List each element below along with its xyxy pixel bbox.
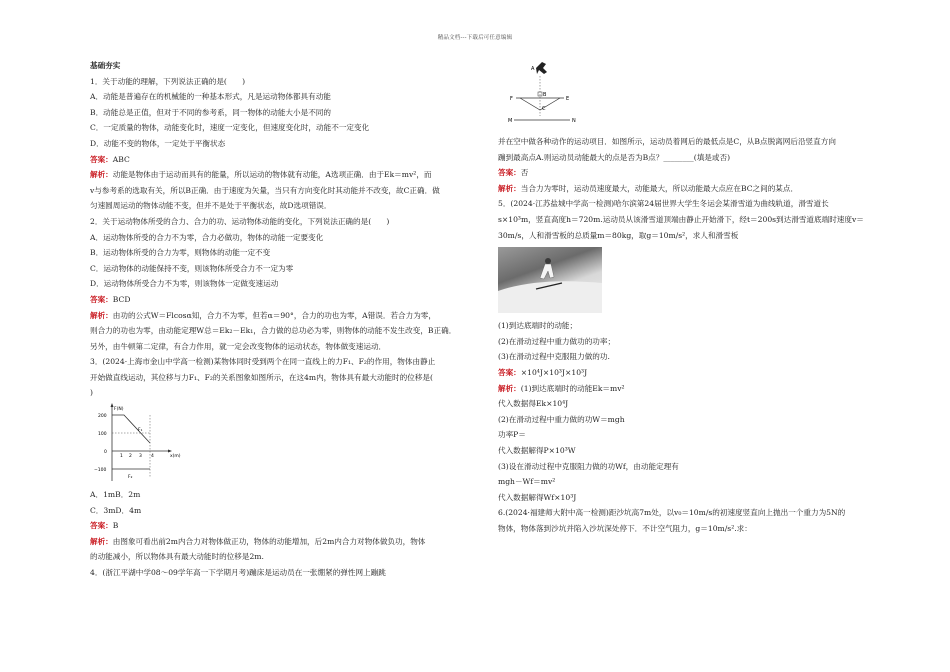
q5-stem-2: s×10³m，竖直高度h＝720m.运动员从该滑雪道顶端由静止开始滑下，经t＝200s到达滑雪道底端时速度v＝ bbox=[498, 214, 864, 224]
label-b: B bbox=[543, 92, 547, 98]
q1-option-a: A．动能是普遍存在的机械能的一种基本形式，凡是运动物体都具有动能 bbox=[90, 92, 331, 102]
force-displacement-graph bbox=[90, 401, 470, 487]
q5-sub-3: (3)在滑动过程中克服阻力做的功. bbox=[498, 352, 610, 362]
q2-option-c: C．运动物体的动能保持不变，则该物体所受合力不一定为零 bbox=[90, 263, 294, 273]
label-c: C bbox=[542, 106, 546, 112]
q3-options-ab: A．1mB．2m bbox=[90, 490, 141, 500]
section-title: 基础夯实 bbox=[90, 61, 121, 70]
q5-analysis-7: mgh－Wf＝mv² bbox=[498, 477, 556, 487]
q5-analysis-4: 功率P＝ bbox=[498, 430, 526, 440]
page-header: 精品文档---下载后可任意编辑 bbox=[437, 35, 513, 41]
q1-answer: 答案：ABC bbox=[90, 154, 130, 164]
force-graph-svg bbox=[90, 401, 210, 487]
label-n: N bbox=[572, 118, 576, 124]
f1-label: F₁ bbox=[138, 428, 143, 434]
q1-stem: 1．关于动能的理解，下列说法正确的是( ) bbox=[90, 76, 246, 86]
x-tick-2: 2 bbox=[129, 454, 132, 460]
trampoline-figure bbox=[506, 58, 878, 134]
label-a: A bbox=[531, 66, 535, 72]
q3-stem-3: ) bbox=[90, 388, 93, 398]
label-m: M bbox=[508, 118, 513, 124]
q1-option-d: D．动能不变的物体，一定处于平衡状态 bbox=[90, 138, 226, 148]
q5-stem-3: 30m/s，人和滑雪板的总质量m＝80kg，取g＝10m/s²，求人和滑雪板 bbox=[498, 230, 739, 240]
q2-option-a: A．运动物体所受的合力不为零，合力必做功，物体的动能一定要变化 bbox=[90, 232, 324, 242]
q2-answer: 答案：BCD bbox=[90, 294, 131, 304]
label-e: E bbox=[566, 96, 570, 102]
right-column bbox=[498, 58, 878, 536]
q1-analysis-3: 匀速圆周运动的物体动能不变，但并不是处于平衡状态，故D选项错误． bbox=[90, 201, 332, 211]
q3-stem-2: 开始做直线运动，其位移与力F₁、F₂的关系图象如图所示，在这4m内，物体具有最大动能时的位移是( bbox=[90, 372, 433, 382]
q4-answer: 答案：否 bbox=[498, 168, 529, 178]
q3-analysis-2: 的动能减小，所以物体具有最大动能时的位移是2m. bbox=[90, 552, 264, 562]
trampoline-svg bbox=[506, 58, 586, 134]
q5-stem-1: 5．(2024·江苏盐城中学高一检测)哈尔滨第24届世界大学生冬运会某滑雪道为曲线轨道，滑雪道长 bbox=[498, 199, 829, 209]
q6-stem-2: 物体，物体落到沙坑并陷入沙坑深处停下．不计空气阻力，g＝10m/s².求： bbox=[498, 523, 752, 533]
q2-stem: 2．关于运动物体所受的合力、合力的功、运动物体动能的变化，下列说法正确的是( ) bbox=[90, 216, 390, 226]
q4-cont-1: 并在空中做各种动作的运动项目．如图所示，运动员着网后的最低点是C，从B点脱离网后沿竖直方向 bbox=[498, 137, 836, 146]
y-tick-0: 0 bbox=[104, 450, 107, 456]
x-tick-4: 4 bbox=[151, 454, 154, 460]
q1-analysis-2: v与参考系的选取有关，所以B正确．由于速度为矢量，当只有方向变化时其动能并不改变，故C正确．做 bbox=[90, 185, 440, 195]
q1-option-b: B．动能总是正值，但对于不同的参考系，同一物体的动能大小是不同的 bbox=[90, 107, 331, 117]
y-axis-label: F(N) bbox=[114, 407, 124, 413]
x-axis-label: x(m) bbox=[170, 454, 181, 460]
q5-analysis-3: (2)在滑动过程中重力做的功W＝mgh bbox=[498, 414, 625, 424]
skier-svg bbox=[498, 247, 602, 313]
y-tick-100: 100 bbox=[98, 432, 107, 438]
f1-line bbox=[112, 415, 150, 443]
q4-cont-2: 蹦到最高点A.则运动员动能最大的点是否为B点？________(填是或否) bbox=[498, 152, 731, 162]
q2-option-b: B．运动物体所受的合力为零，则物体的动能一定不变 bbox=[90, 248, 271, 258]
skier-photo bbox=[498, 247, 602, 313]
q5-analysis-5: 代入数据解得P×10³W bbox=[498, 445, 576, 455]
x-tick-1: 1 bbox=[120, 454, 123, 460]
q1-analysis-1: 解析：动能是物体由于运动而具有的能量，所以运动的物体就有动能，A选项正确．由于Ek＝mv²，而 bbox=[90, 170, 432, 180]
q1-option-c: C．一定质量的物体，动能变化时，速度一定变化，但速度变化时，动能不一定变化 bbox=[90, 123, 370, 133]
q5-sub-1: (1)到达底端时的动能； bbox=[498, 321, 578, 331]
q5-answer: 答案：×10⁴J×10³J×10³J bbox=[498, 367, 588, 377]
q4-stem: 4．(浙江平湖中学08～09学年高一下学期月考)蹦床是运动员在一张绷紧的弹性网上蹦跳 bbox=[90, 568, 386, 578]
q5-analysis-2: 代入数据得Ek×10⁴J bbox=[498, 399, 569, 409]
left-column bbox=[90, 58, 470, 581]
q2-analysis-3: 另外，由牛顿第二定律，有合力作用，就一定会改变物体的运动状态，物体做变速运动． bbox=[90, 341, 387, 351]
q5-analysis-8: 代入数据解得Wf×10³J bbox=[498, 492, 577, 502]
x-tick-3: 3 bbox=[139, 454, 142, 460]
skier-body bbox=[540, 264, 554, 279]
q2-analysis-1: 解析：由功的公式W＝Flcosα知，合力不为零，但若α＝90°，合力的功也为零，A错误．若合力为零， bbox=[90, 310, 436, 320]
y-tick-neg100: −100 bbox=[94, 468, 107, 474]
label-f: F bbox=[510, 96, 513, 102]
q4-analysis: 解析：当合力为零时，运动员速度最大，动能最大，所以动能最大点应在BC之间的某点． bbox=[498, 183, 799, 193]
q2-analysis-2: 则合力的功也为零，由动能定理W总＝Ek₂－Ek₁，合力做的总功必为零，则物体的动能不发生改变，B正确． bbox=[90, 326, 457, 336]
q3-analysis-1: 解析：由图象可看出前2m内合力对物体做正功，物体的动能增加，后2m内合力对物体做负功，物体 bbox=[90, 536, 426, 546]
q3-answer: 答案：B bbox=[90, 521, 119, 531]
athlete-icon bbox=[536, 62, 547, 74]
skier-head bbox=[545, 258, 551, 264]
q3-stem-1: 3．(2024·上海市金山中学高一检测)某物体同时受到两个在同一直线上的力F₁、F₂的作用，物体由静止 bbox=[90, 357, 436, 367]
q6-stem-1: 6.(2024·福建师大附中高一检测)距沙坑高7m处，以v₀＝10m/s的初速度竖直向上抛出一个重力为5N的 bbox=[498, 508, 846, 518]
q5-sub-2: (2)在滑动过程中重力做功的功率； bbox=[498, 336, 616, 346]
q2-option-d: D．运动物体所受合力不为零，则该物体一定做变速运动 bbox=[90, 279, 279, 289]
q3-options-cd: C．3mD．4m bbox=[90, 505, 142, 515]
y-tick-200: 200 bbox=[98, 414, 107, 420]
f2-label: F₂ bbox=[128, 475, 133, 481]
q5-analysis-6: (3)设在滑动过程中克服阻力做的功Wf，由动能定理有 bbox=[498, 461, 679, 471]
x-axis-arrow bbox=[168, 450, 172, 453]
q5-analysis-1: 解析：(1)到达底端时的动能Ek＝mv² bbox=[498, 383, 625, 393]
